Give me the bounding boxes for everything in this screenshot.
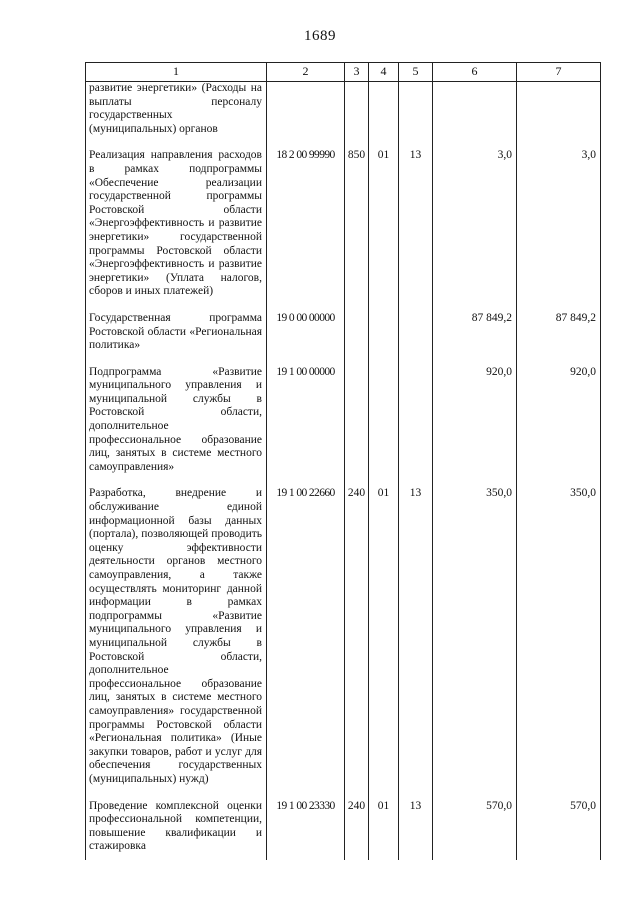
expense-type — [345, 82, 369, 137]
amount-col6: 570,0 — [433, 787, 517, 860]
amount-col7: 87 849,2 — [517, 299, 601, 353]
column-header: 5 — [399, 63, 433, 82]
amount-col6: 3,0 — [433, 136, 517, 299]
target-code: 19 0 00 00000 — [267, 299, 345, 353]
table-row — [86, 353, 601, 475]
expense-type: 240 — [345, 474, 369, 786]
subsection-code — [399, 353, 433, 475]
column-header: 7 — [517, 63, 601, 82]
target-code: 18 2 00 99990 — [267, 136, 345, 299]
column-header: 6 — [433, 63, 517, 82]
item-name: Разработка, внедрение и обслуживание единой информационной базы данных (портала), позволяющей проводить оценку эффективности деятельности органов местного самоуправления, а также осуществлять мониторинг данной информации в рамках подпрограммы «Развитие муниципального управления и муниципальной службы в Ростовской области, дополнительное профессиональное образование лиц, занятых в системе местного самоуправления» государственной программы Ростовской области «Региональная политика» (Иные закупки товаров, работ и услуг для обеспечения государственных (муниципальных) нужд) — [86, 474, 267, 786]
amount-col6: 920,0 — [433, 353, 517, 475]
expense-type — [345, 299, 369, 353]
target-code: 19 1 00 00000 — [267, 353, 345, 475]
amount-col6: 87 849,2 — [433, 299, 517, 353]
page-number: 1689 — [304, 28, 336, 44]
table-row — [86, 136, 601, 299]
subsection-code: 13 — [399, 136, 433, 299]
section-code — [369, 299, 399, 353]
section-code: 01 — [369, 136, 399, 299]
subsection-code: 13 — [399, 474, 433, 786]
expense-type: 240 — [345, 787, 369, 860]
amount-col7: 570,0 — [517, 787, 601, 860]
column-header: 3 — [345, 63, 369, 82]
column-header: 4 — [369, 63, 399, 82]
column-header: 1 — [86, 63, 267, 82]
target-code: 19 1 00 23330 — [267, 787, 345, 860]
expense-type: 850 — [345, 136, 369, 299]
section-code: 01 — [369, 787, 399, 860]
target-code: 19 1 00 22660 — [267, 474, 345, 786]
amount-col7: 350,0 — [517, 474, 601, 786]
item-name: Реализация направления расходов в рамках подпрограммы «Обеспечение реализации государственной программы Ростовской области «Энергоэффективность и развитие энергетики» государственной программы Ростовской области «Энергоэффективность и развитие энергетики» (Уплата налогов, сборов и иных платежей) — [86, 136, 267, 299]
section-code: 01 — [369, 474, 399, 786]
expense-type — [345, 353, 369, 475]
table-row — [86, 474, 601, 786]
item-name: Проведение комплексной оценки профессиональной компетенции, повышение квалификации и стажировка — [86, 787, 267, 860]
amount-col6: 350,0 — [433, 474, 517, 786]
amount-col7 — [517, 82, 601, 137]
column-header: 2 — [267, 63, 345, 82]
table-row — [86, 82, 601, 137]
subsection-code — [399, 82, 433, 137]
section-code — [369, 353, 399, 475]
table-row — [86, 787, 601, 860]
subsection-code: 13 — [399, 787, 433, 860]
item-name: Государственная программа Ростовской области «Региональная политика» — [86, 299, 267, 353]
item-name: развитие энергетики» (Расходы на выплаты персоналу государственных (муниципальных) органов — [86, 82, 267, 137]
amount-col7: 3,0 — [517, 136, 601, 299]
table-header-row — [86, 63, 601, 82]
amount-col7: 920,0 — [517, 353, 601, 475]
table-row — [86, 299, 601, 353]
budget-table — [85, 62, 601, 860]
item-name: Подпрограмма «Развитие муниципального управления и муниципальной службы в Ростовской области, дополнительное профессиональное образование лиц, занятых в системе местного самоуправления» — [86, 353, 267, 475]
target-code — [267, 82, 345, 137]
amount-col6 — [433, 82, 517, 137]
subsection-code — [399, 299, 433, 353]
section-code — [369, 82, 399, 137]
